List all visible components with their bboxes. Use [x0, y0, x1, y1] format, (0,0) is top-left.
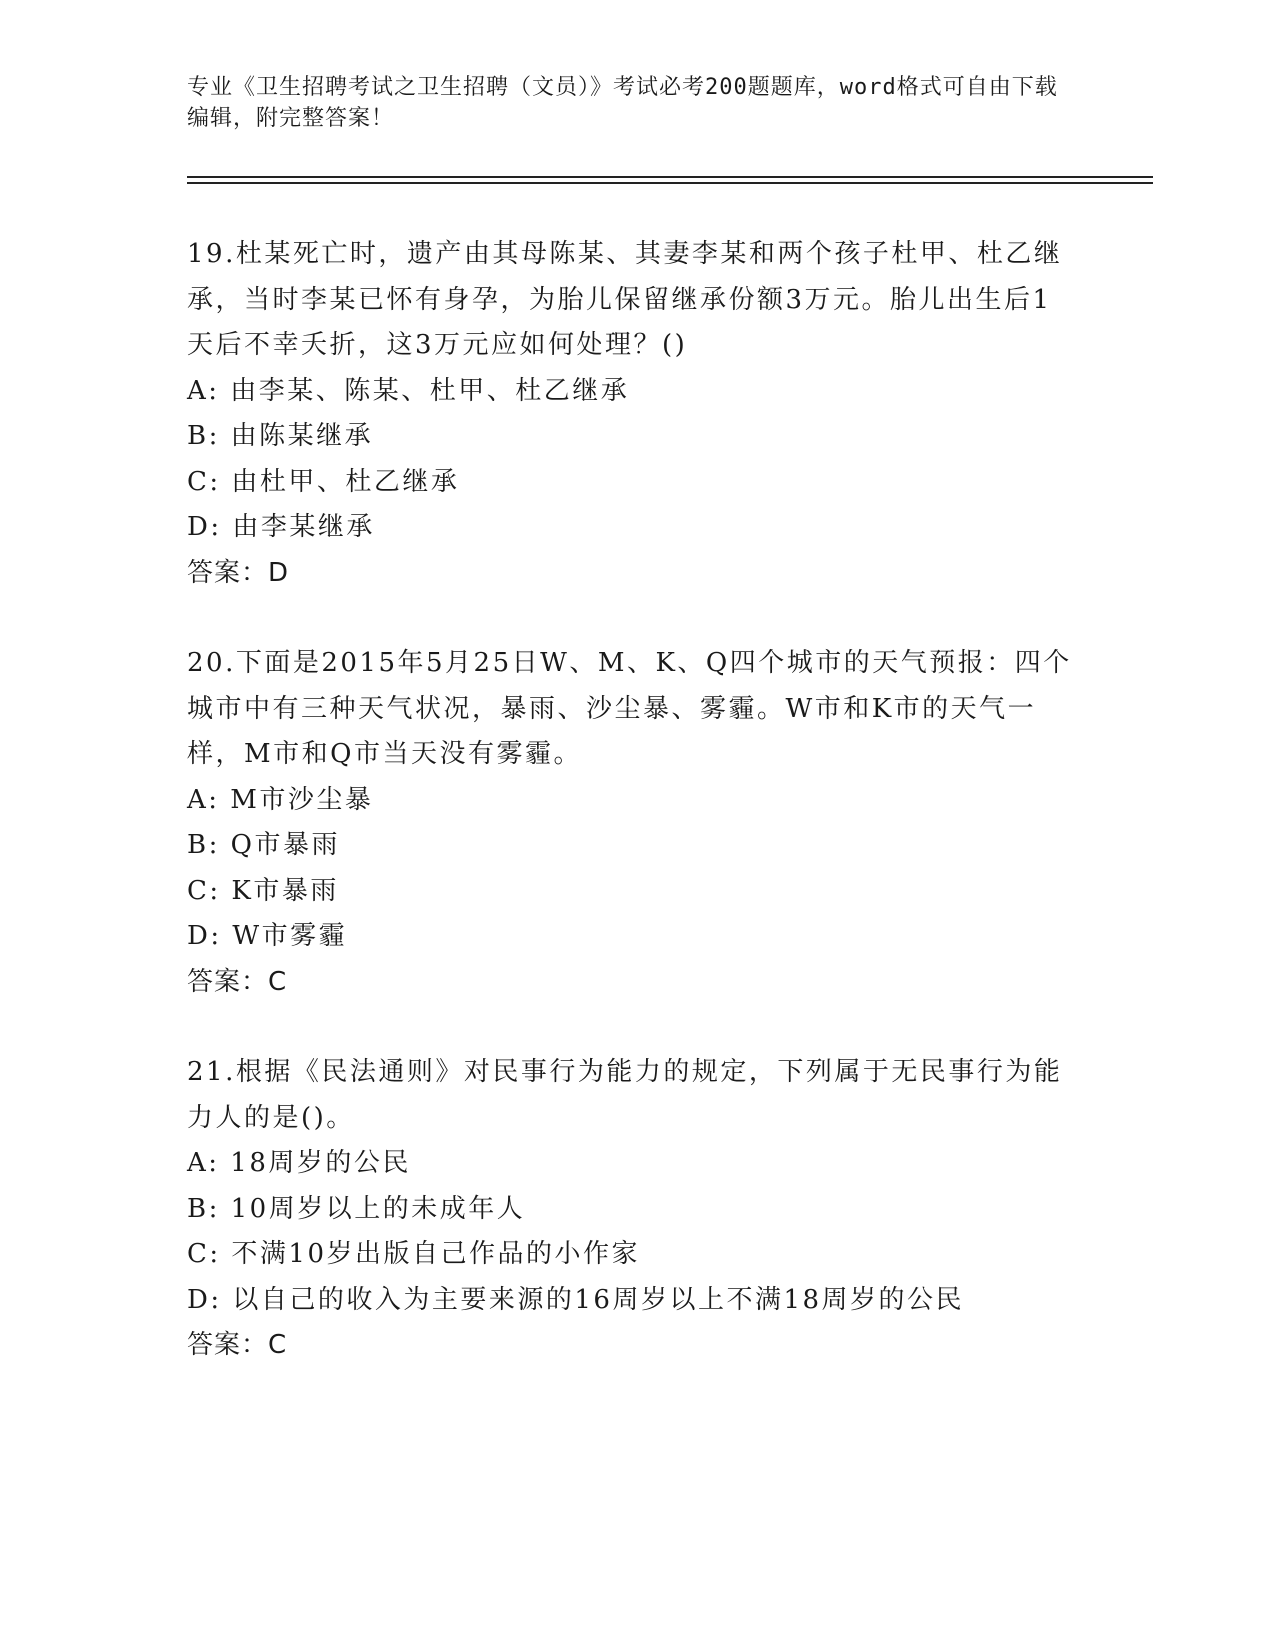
- answer-line: 答案：C: [187, 1330, 288, 1360]
- option-c: C: K市暴雨: [187, 875, 339, 906]
- question-text: 21.根据《民法通则》对民事行为能力的规定，下列属于无民事行为能力人的是()。: [187, 1057, 1063, 1133]
- option-a: A: 由李某、陈某、杜甲、杜乙继承: [187, 375, 630, 406]
- option-b: B: 10周岁以上的未成年人: [187, 1193, 526, 1224]
- option-d: D: W市雾霾: [187, 921, 348, 951]
- question-19: [187, 232, 1077, 596]
- option-c: C: 不满10岁出版自己作品的小作家: [187, 1239, 641, 1269]
- option-b: B: Q市暴雨: [187, 830, 340, 860]
- option-a: A: 18周岁的公民: [187, 1148, 411, 1178]
- question-text: 19.杜某死亡时，遗产由其母陈某、其妻李某和两个孩子杜甲、杜乙继承，当时李某已怀有身孕，为胎儿保留继承份额3万元。胎儿出生后1天后不幸夭折，这3万元应如何处理？(): [187, 239, 1063, 360]
- option-d: D: 由李某继承: [187, 512, 375, 542]
- option-a: A: M市沙尘暴: [187, 784, 374, 815]
- answer-line: 答案：C: [187, 966, 288, 997]
- option-c: C: 由杜甲、杜乙继承: [187, 466, 460, 497]
- option-b: B: 由陈某继承: [187, 421, 374, 451]
- question-21: [187, 1050, 1077, 1369]
- header-divider-top: [187, 176, 1153, 178]
- header-divider-bottom: [187, 182, 1153, 184]
- document-intro: 专业《卫生招聘考试之卫生招聘（文员）》考试必考200题题库，word格式可自由下载编辑，附完整答案！: [187, 75, 1058, 131]
- question-text: 20.下面是2015年5月25日W、M、K、Q四个城市的天气预报：四个城市中有三种天气状况，暴雨、沙尘暴、雾霾。W市和K市的天气一样，M市和Q市当天没有雾霾。: [187, 648, 1072, 769]
- question-20: [187, 641, 1077, 1005]
- option-d: D: 以自己的收入为主要来源的16周岁以上不满18周岁的公民: [187, 1284, 965, 1315]
- answer-line: 答案：D: [187, 557, 290, 588]
